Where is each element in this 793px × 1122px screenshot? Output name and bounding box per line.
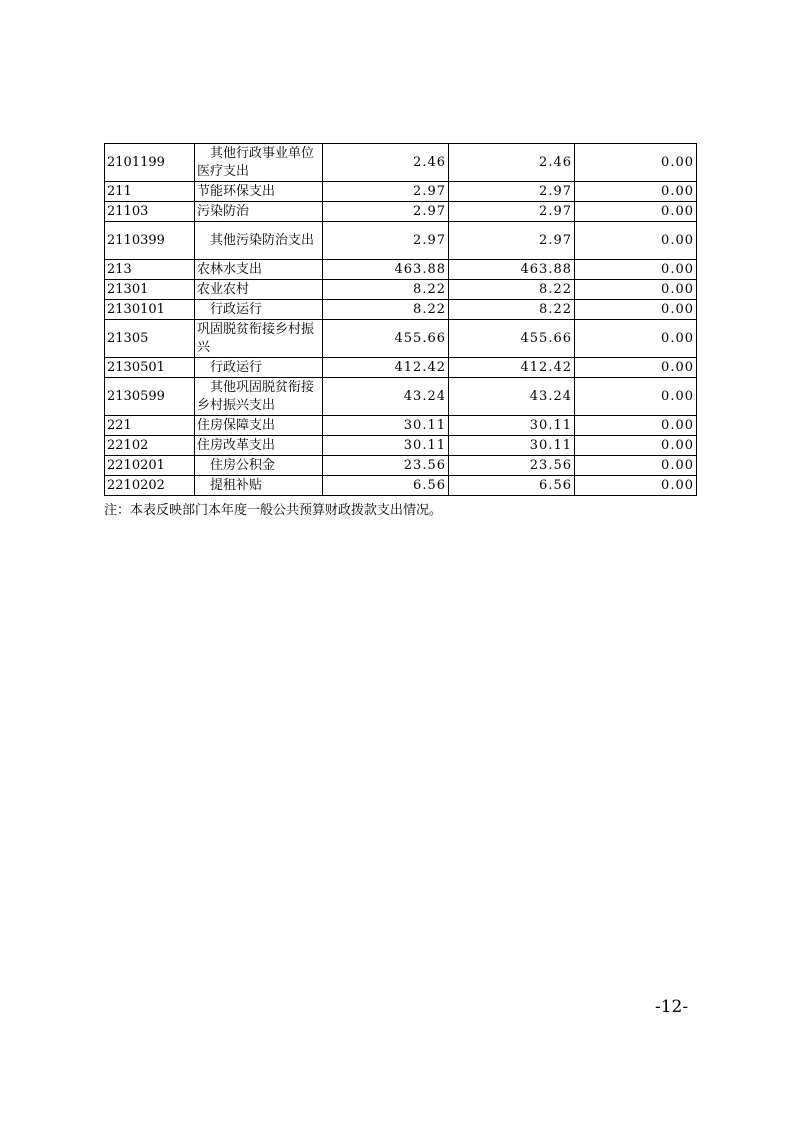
table-row	[105, 416, 697, 436]
subject-name-cell: 行政运行	[195, 300, 323, 320]
subject-name-cell: 农业农村	[195, 280, 323, 300]
amount-total-cell: 412.42	[323, 358, 449, 378]
amount-basic-cell: 30.11	[449, 416, 575, 436]
amount-project-cell: 0.00	[575, 358, 697, 378]
table-row	[105, 260, 697, 280]
table-row	[105, 182, 697, 202]
table-row	[105, 320, 697, 358]
amount-total-cell: 2.46	[323, 144, 449, 182]
amount-project-cell: 0.00	[575, 280, 697, 300]
subject-name-cell: 其他巩固脱贫衔接乡村振兴支出	[195, 378, 323, 416]
table-row	[105, 476, 697, 496]
table-row	[105, 222, 697, 260]
subject-name-cell: 巩固脱贫衔接乡村振兴	[195, 320, 323, 358]
amount-project-cell: 0.00	[575, 416, 697, 436]
amount-basic-cell: 43.24	[449, 378, 575, 416]
amount-basic-cell: 463.88	[449, 260, 575, 280]
table-body	[105, 144, 697, 496]
amount-total-cell: 2.97	[323, 182, 449, 202]
table-row	[105, 358, 697, 378]
amount-project-cell: 0.00	[575, 320, 697, 358]
table-row	[105, 280, 697, 300]
subject-code-cell: 21103	[105, 202, 195, 222]
amount-project-cell: 0.00	[575, 436, 697, 456]
subject-code-cell: 2130599	[105, 378, 195, 416]
amount-total-cell: 30.11	[323, 436, 449, 456]
amount-project-cell: 0.00	[575, 182, 697, 202]
subject-name-cell: 行政运行	[195, 358, 323, 378]
amount-basic-cell: 2.97	[449, 202, 575, 222]
amount-basic-cell: 23.56	[449, 456, 575, 476]
table-footnote: 注：本表反映部门本年度一般公共预算财政拨款支出情况。	[104, 503, 443, 518]
amount-project-cell: 0.00	[575, 222, 697, 260]
subject-name-cell: 节能环保支出	[195, 182, 323, 202]
amount-basic-cell: 412.42	[449, 358, 575, 378]
subject-code-cell: 2130101	[105, 300, 195, 320]
subject-code-cell: 2130501	[105, 358, 195, 378]
amount-total-cell: 23.56	[323, 456, 449, 476]
subject-code-cell: 2110399	[105, 222, 195, 260]
amount-total-cell: 2.97	[323, 222, 449, 260]
amount-total-cell: 6.56	[323, 476, 449, 496]
table-row	[105, 456, 697, 476]
subject-name-cell: 住房公积金	[195, 456, 323, 476]
subject-code-cell: 22102	[105, 436, 195, 456]
amount-project-cell: 0.00	[575, 300, 697, 320]
amount-project-cell: 0.00	[575, 378, 697, 416]
subject-name-cell: 污染防治	[195, 202, 323, 222]
amount-basic-cell: 2.97	[449, 182, 575, 202]
amount-total-cell: 455.66	[323, 320, 449, 358]
subject-name-cell: 提租补贴	[195, 476, 323, 496]
amount-basic-cell: 8.22	[449, 280, 575, 300]
budget-expenditure-table	[104, 143, 697, 496]
subject-name-cell: 住房改革支出	[195, 436, 323, 456]
amount-basic-cell: 30.11	[449, 436, 575, 456]
table-row	[105, 144, 697, 182]
subject-name-cell: 其他污染防治支出	[195, 222, 323, 260]
subject-code-cell: 2101199	[105, 144, 195, 182]
amount-project-cell: 0.00	[575, 476, 697, 496]
subject-code-cell: 21305	[105, 320, 195, 358]
amount-total-cell: 8.22	[323, 280, 449, 300]
table-row	[105, 202, 697, 222]
amount-basic-cell: 2.46	[449, 144, 575, 182]
amount-project-cell: 0.00	[575, 144, 697, 182]
subject-code-cell: 21301	[105, 280, 195, 300]
amount-total-cell: 463.88	[323, 260, 449, 280]
amount-project-cell: 0.00	[575, 260, 697, 280]
subject-name-cell: 农林水支出	[195, 260, 323, 280]
page-number: -12-	[655, 997, 689, 1017]
amount-basic-cell: 6.56	[449, 476, 575, 496]
subject-code-cell: 2210201	[105, 456, 195, 476]
amount-total-cell: 2.97	[323, 202, 449, 222]
table-row	[105, 436, 697, 456]
amount-basic-cell: 455.66	[449, 320, 575, 358]
amount-basic-cell: 8.22	[449, 300, 575, 320]
subject-name-cell: 住房保障支出	[195, 416, 323, 436]
amount-project-cell: 0.00	[575, 456, 697, 476]
subject-code-cell: 221	[105, 416, 195, 436]
table-row	[105, 300, 697, 320]
amount-total-cell: 30.11	[323, 416, 449, 436]
amount-total-cell: 43.24	[323, 378, 449, 416]
amount-total-cell: 8.22	[323, 300, 449, 320]
amount-project-cell: 0.00	[575, 202, 697, 222]
subject-code-cell: 211	[105, 182, 195, 202]
amount-basic-cell: 2.97	[449, 222, 575, 260]
subject-code-cell: 2210202	[105, 476, 195, 496]
subject-code-cell: 213	[105, 260, 195, 280]
subject-name-cell: 其他行政事业单位医疗支出	[195, 144, 323, 182]
table-row	[105, 378, 697, 416]
